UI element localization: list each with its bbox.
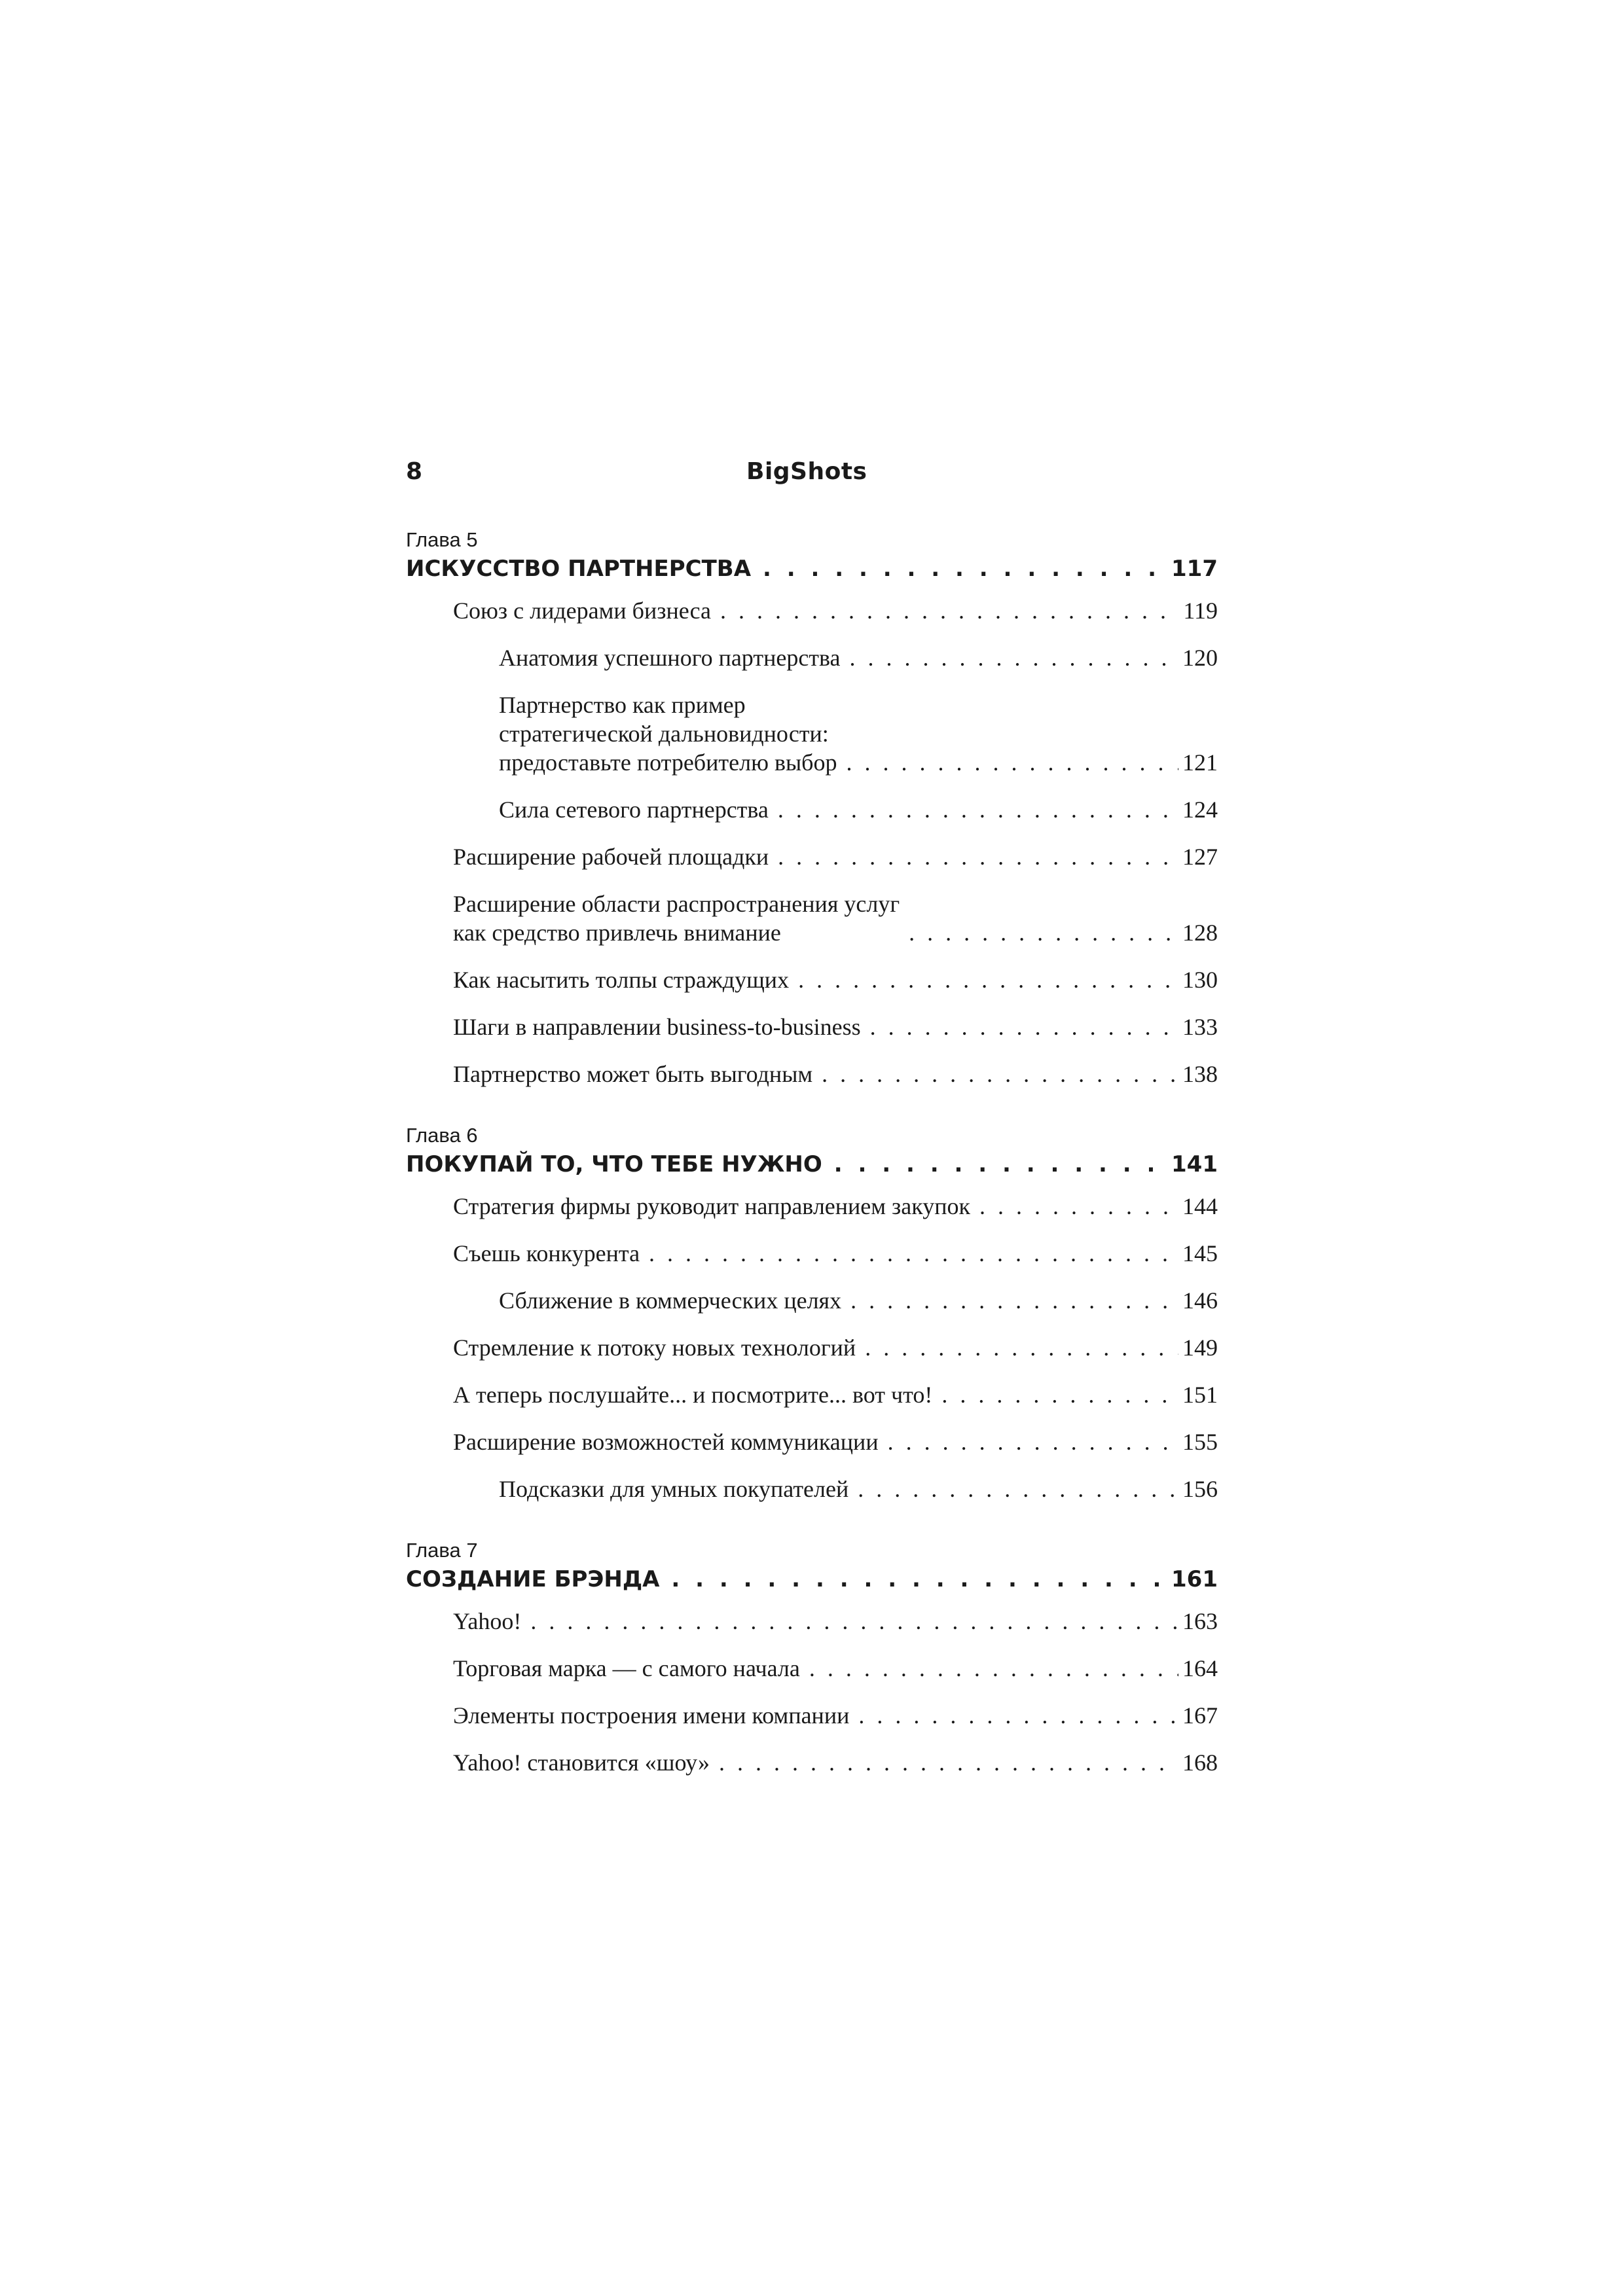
toc-entry-title: Стремление к потоку новых технологий (453, 1335, 856, 1361)
toc-entry-page-number: 156 (1182, 1476, 1218, 1502)
dot-leader (798, 965, 1178, 994)
dot-leader (649, 1239, 1178, 1268)
dot-leader (858, 1701, 1178, 1730)
toc-entry (406, 1013, 1218, 1041)
dot-leader (809, 1654, 1178, 1683)
toc-entry (406, 1701, 1218, 1730)
dot-leader (763, 553, 1165, 584)
running-head (406, 458, 1218, 491)
chapter-label: Глава 5 (406, 528, 478, 551)
toc-entry-title: А теперь послушайте... и посмотрите... вот что! (453, 1382, 933, 1408)
toc-entry-title: Съешь конкурента (453, 1240, 640, 1266)
book-title: BigShots (746, 458, 867, 485)
toc-entry-title: Анатомия успешного партнерства (499, 645, 841, 671)
toc-entry-page-number: 121 (1182, 749, 1218, 776)
dot-leader (888, 1427, 1178, 1456)
toc-entry-title: Торговая марка — с самого начала (453, 1655, 800, 1681)
toc-entry-title: Шаги в направлении business-to-business (453, 1014, 861, 1040)
toc-entry-page-number: 145 (1182, 1240, 1218, 1266)
dot-leader (822, 1060, 1178, 1088)
toc-entry (406, 842, 1218, 871)
toc-entry-page-number: 151 (1182, 1382, 1218, 1408)
toc-entry-title: Партнерство может быть выгодным (453, 1061, 813, 1087)
chapter-label: Глава 6 (406, 1124, 478, 1147)
toc-entry (406, 965, 1218, 994)
chapter-page-number: 117 (1171, 556, 1218, 582)
toc-entry-page-number: 168 (1182, 1749, 1218, 1776)
toc-entry (406, 1333, 1218, 1362)
toc-entry (406, 1654, 1218, 1683)
dot-leader (850, 643, 1178, 672)
chapter-title-row (406, 553, 1218, 590)
chapter-title: ИСКУССТВО ПАРТНЕРСТВА (406, 556, 752, 582)
chapter-page-number: 161 (1171, 1566, 1218, 1592)
dot-leader (846, 748, 1178, 777)
dot-leader (530, 1607, 1178, 1636)
chapter-page-number: 141 (1171, 1151, 1218, 1177)
toc-entry-title: Союз с лидерами бизнеса (453, 598, 711, 624)
toc-entry-page-number: 120 (1182, 645, 1218, 671)
chapter-title-row (406, 1564, 1218, 1600)
toc-entry-title: Расширение области распространения услуг как средство привлечь внимание (453, 891, 900, 946)
toc-entry-page-number: 167 (1182, 1702, 1218, 1729)
toc-entry-title: Сближение в коммерческих целях (499, 1287, 842, 1314)
toc-entry-page-number: 163 (1182, 1608, 1218, 1634)
chapter-label: Глава 7 (406, 1539, 478, 1562)
toc-entry-page-number: 128 (1182, 920, 1218, 946)
toc-entry (406, 1192, 1218, 1221)
toc-entry-title: Расширение рабочей площадки (453, 844, 769, 870)
toc-entry-page-number: 119 (1183, 598, 1218, 624)
toc-entry-page-number: 138 (1182, 1061, 1218, 1087)
dot-leader (719, 1748, 1178, 1777)
toc-entry-title: Yahoo! (453, 1608, 522, 1634)
dot-leader (870, 1013, 1178, 1041)
chapter-title: ПОКУПАЙ ТО, ЧТО ТЕБЕ НУЖНО (406, 1151, 822, 1177)
toc-entry-title: Yahoo! становится «шоу» (453, 1749, 710, 1776)
toc-entry (406, 596, 1218, 625)
toc-entry-page-number: 124 (1182, 797, 1218, 823)
toc-entry (406, 1286, 1218, 1315)
toc-entry-page-number: 164 (1182, 1655, 1218, 1681)
toc-entry-title: Стратегия фирмы руководит направлением закупок (453, 1193, 970, 1219)
toc-entry (406, 1239, 1218, 1268)
dot-leader (671, 1564, 1165, 1595)
chapter-section (406, 1122, 1218, 1503)
dot-leader (720, 596, 1179, 625)
toc-entry-title: Элементы построения имени компании (453, 1702, 850, 1729)
dot-leader (909, 918, 1178, 947)
chapter-title: СОЗДАНИЕ БРЭНДА (406, 1566, 660, 1592)
toc-entry-title: Сила сетевого партнерства (499, 797, 769, 823)
toc-entry (406, 1427, 1218, 1456)
toc-entry (406, 1607, 1218, 1636)
toc-entry (406, 795, 1218, 824)
toc-entry-page-number: 155 (1182, 1429, 1218, 1455)
toc-entry-title: Партнерство как пример стратегической дальновидности: предоставьте потребителю выбор (499, 692, 837, 776)
dot-leader (778, 795, 1178, 824)
toc-entry-page-number: 146 (1182, 1287, 1218, 1314)
toc-entry (406, 889, 1218, 947)
dot-leader (834, 1149, 1165, 1180)
toc-entry-title: Как насытить толпы страждущих (453, 967, 790, 993)
toc-entry (406, 1748, 1218, 1777)
toc-entry-title: Расширение возможностей коммуникации (453, 1429, 879, 1455)
toc-entry-page-number: 127 (1182, 844, 1218, 870)
dot-leader (778, 842, 1178, 871)
chapter-section (406, 527, 1218, 1088)
dot-leader (941, 1380, 1178, 1409)
toc-entry (406, 1475, 1218, 1503)
toc-entry (406, 643, 1218, 672)
dot-leader (979, 1192, 1178, 1221)
chapter-section (406, 1537, 1218, 1777)
toc-entry-title: Подсказки для умных покупателей (499, 1476, 849, 1502)
dot-leader (850, 1286, 1178, 1315)
toc-entry-page-number: 149 (1182, 1335, 1218, 1361)
page-number: 8 (406, 458, 423, 485)
toc-entry (406, 1060, 1218, 1088)
chapter-title-row (406, 1149, 1218, 1185)
table-of-contents (406, 527, 1218, 1811)
dot-leader (858, 1475, 1178, 1503)
toc-entry-page-number: 130 (1182, 967, 1218, 993)
toc-entry (406, 1380, 1218, 1409)
dot-leader (865, 1333, 1178, 1362)
toc-entry-page-number: 144 (1182, 1193, 1218, 1219)
toc-entry-page-number: 133 (1182, 1014, 1218, 1040)
toc-entry (406, 691, 1218, 777)
